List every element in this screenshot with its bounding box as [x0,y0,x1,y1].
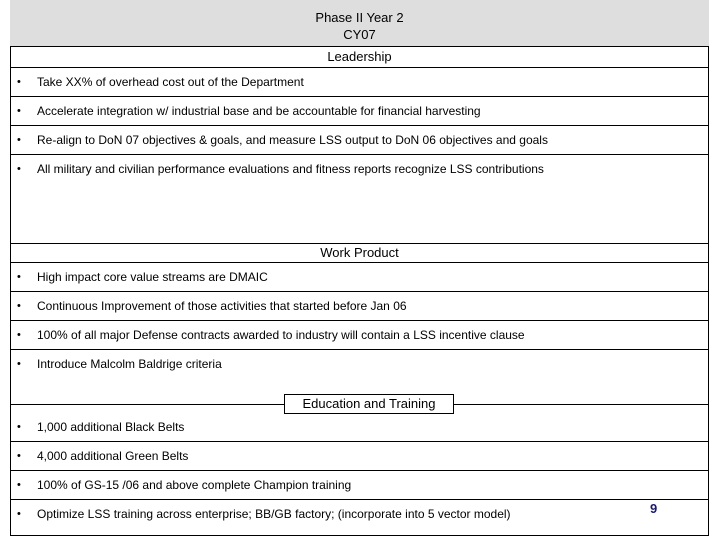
list-item: • Re-align to DoN 07 objectives & goals, and measure LSS output to DoN 06 objectives and goals [10,126,709,155]
list-item: • Optimize LSS training across enterprise; BB/GB factory; (incorporate into 5 vector model) [10,500,709,529]
header-subtitle: CY07 [343,27,376,42]
section-title-work-product: Work Product [10,243,709,263]
page-number: 9 [650,501,658,516]
list-item: • Continuous Improvement of those activities that started before Jan 06 [10,292,709,321]
header-title: Phase II Year 2 [315,10,404,25]
list-item: • High impact core value streams are DMAIC [10,263,709,292]
list-item: • Accelerate integration w/ industrial base and be accountable for financial harvesting [10,97,709,126]
slide-header [10,0,709,47]
list-item: • Introduce Malcolm Baldrige criteria [10,350,709,379]
education-list [10,413,709,529]
work-product-list [10,263,709,379]
list-item: • 1,000 additional Black Belts [10,413,709,442]
section-title-leadership: Leadership [10,48,709,68]
list-item: • 4,000 additional Green Belts [10,442,709,471]
list-item: • Take XX% of overhead cost out of the Department [10,68,709,97]
list-item: • All military and civilian performance evaluations and fitness reports recognize LSS contributions [10,155,709,184]
leadership-list [10,68,709,184]
list-item: • 100% of all major Defense contracts awarded to industry will contain a LSS incentive clause [10,321,709,350]
section-title-education: Education and Training [284,394,454,414]
list-item: • 100% of GS-15 /06 and above complete Champion training [10,471,709,500]
